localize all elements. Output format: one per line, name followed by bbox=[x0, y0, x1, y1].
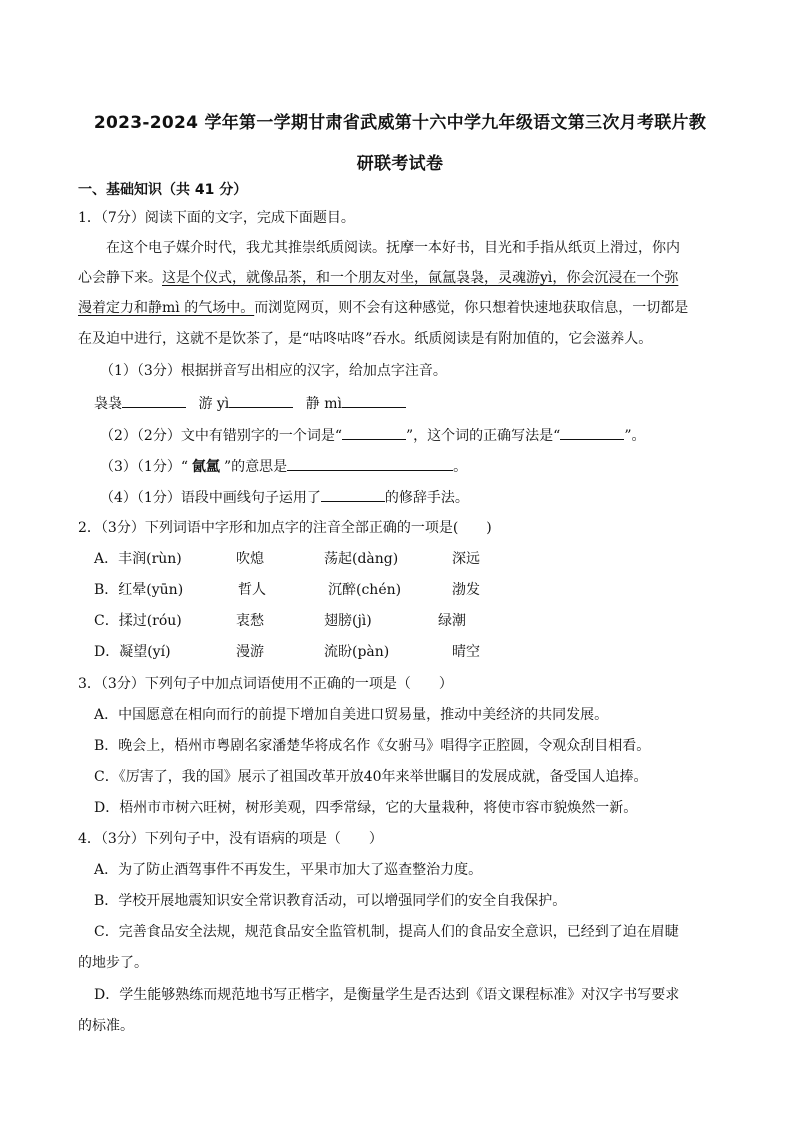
q4-option-a: A．为了防止酒驾事件不再发生，平果市加大了巡查整治力度。 bbox=[94, 862, 483, 878]
q4-option-c-line2: 的地步了。 bbox=[78, 955, 148, 971]
q1-sub4 bbox=[100, 487, 469, 508]
q2-option-c-word3: 翅膀(jì) bbox=[324, 613, 372, 629]
q4-option-d-line2: 的标准。 bbox=[78, 1018, 134, 1034]
q2-option-a-word2: 吹熄 bbox=[236, 551, 264, 567]
q1-sub1-item-1: 袅袅 bbox=[94, 396, 122, 412]
q1-sub1-item-2: 游 yì bbox=[198, 396, 230, 412]
q1-passage-text: 心会静下来。 bbox=[78, 270, 162, 286]
q3-option-d: D．梧州市市树六旺树，树形美观，四季常绿，它的大量栽种，将使市容市貌焕然一新。 bbox=[94, 800, 638, 816]
q1-sub4-text: 的修辞手法。 bbox=[384, 490, 469, 506]
q1-sub2-text: ”，这个词的正确写法是“ bbox=[405, 428, 561, 444]
q2-option-a: A．丰润(rùn) bbox=[94, 551, 182, 567]
q3-option-a: A．中国愿意在相向而行的前提下增加自美进口贸易量，推动中美经济的共同发展。 bbox=[94, 707, 609, 723]
q1-passage-line2 bbox=[78, 268, 678, 288]
q4-option-b: B．学校开展地震知识安全常识教育活动，可以增强同学们的安全自我保护。 bbox=[94, 893, 567, 909]
q1-passage-line3 bbox=[78, 298, 688, 318]
q2-option-c-word2: 衷愁 bbox=[236, 613, 264, 629]
q1-sub3-text: （3）（1分）“ bbox=[100, 459, 188, 475]
q4-option-c-line1: C．完善食品安全法规，规范食品安全监管机制，提高人们的食品安全意识，已经到了迫在眉睫 bbox=[94, 924, 679, 940]
answer-blank[interactable] bbox=[342, 425, 406, 440]
q3-option-c: C．《厉害了，我的国》展示了祖国改革开放40年来举世瞩目的发展成就，备受国人追捧。 bbox=[94, 769, 648, 785]
exam-title-line2: 研联考试卷 bbox=[356, 154, 444, 174]
q2-option-d: D．凝望(yí) bbox=[94, 644, 171, 660]
q2-option-d-word4: 晴空 bbox=[452, 644, 480, 660]
q1-underlined-sentence: 这是个仪式，就像品茶，和一个朋友对坐，氤氲袅袅，灵魂游yì，你会沉浸在一个弥 bbox=[162, 270, 679, 286]
q1-stem: 1．（7分）阅读下面的文字，完成下面题目。 bbox=[78, 210, 355, 226]
q1-sub2 bbox=[100, 425, 645, 446]
q2-option-c-word4: 绿潮 bbox=[438, 613, 466, 629]
q2-option-c: C．揉过(róu) bbox=[94, 613, 182, 629]
q1-passage-line1: 在这个电子媒介时代，我尤其推崇纸质阅读。抚摩一本好书，目光和手指从纸页上滑过，你内 bbox=[106, 240, 680, 256]
answer-blank[interactable] bbox=[122, 393, 186, 408]
q1-sub1: （1）（3分）根据拼音写出相应的汉字，给加点字注音。 bbox=[100, 363, 447, 379]
exam-title-line1: 2023-2024 学年第一学期甘肃省武威第十六中学九年级语文第三次月考联片教 bbox=[93, 113, 707, 133]
q2-option-b-word2: 哲人 bbox=[238, 582, 266, 598]
q1-sub4-text: （4）（1分）语段中画线句子运用了 bbox=[100, 490, 321, 506]
q4-option-d-line1: D．学生能够熟练而规范地书写正楷字，是衡量学生是否达到《语文课程标准》对汉字书写要求 bbox=[94, 987, 680, 1003]
answer-blank[interactable] bbox=[342, 393, 406, 408]
q2-option-a-word3: 荡起(dàng) bbox=[324, 551, 399, 567]
q1-sub3-text: 。 bbox=[453, 459, 468, 475]
answer-blank[interactable] bbox=[321, 487, 385, 502]
answer-blank[interactable] bbox=[229, 393, 293, 408]
q2-option-b-word4: 渤发 bbox=[452, 582, 480, 598]
q4-stem: 4．（3分）下列句子中，没有语病的项是（ ） bbox=[78, 831, 383, 847]
q1-sub1-answers bbox=[94, 393, 406, 414]
q1-sub1-item-3: 静 mì bbox=[305, 396, 342, 412]
q3-option-b: B．晚会上，梧州市粤剧名家潘楚华将成名作《女驸马》唱得字正腔圆，令观众刮目相看。 bbox=[94, 738, 651, 754]
q1-sub3-text: ”的意思是 bbox=[223, 459, 288, 475]
answer-blank[interactable] bbox=[287, 456, 453, 471]
q1-sub2-text: （2）（2分）文中有错别字的一个词是“ bbox=[100, 428, 342, 444]
q1-sub3 bbox=[100, 456, 467, 477]
section-heading: 一、基础知识（共 41 分） bbox=[78, 182, 248, 198]
q2-option-b: B．红晕(yūn) bbox=[94, 582, 184, 598]
answer-blank[interactable] bbox=[560, 425, 624, 440]
q3-stem: 3．（3分）下列句子中加点词语使用不正确的一项是（ ） bbox=[78, 676, 453, 692]
q1-passage-text: 而浏览网页，则不会有这种感觉，你只想着快速地获取信息，一切都是 bbox=[254, 300, 689, 316]
q2-option-b-word3: 沉醉(chén) bbox=[328, 582, 402, 598]
q2-option-d-word3: 流盼(pàn) bbox=[324, 644, 390, 660]
q2-stem: 2．（3分）下列词语中字形和加点字的注音全部正确的一项是( ) bbox=[78, 520, 492, 536]
q1-sub3-word: 氤氲 bbox=[191, 459, 220, 475]
q1-underlined-sentence-end: 漫着定力和静mì 的气场中。 bbox=[78, 300, 255, 316]
q2-option-a-word4: 深远 bbox=[452, 551, 480, 567]
q2-option-d-word2: 漫游 bbox=[236, 644, 264, 660]
q1-passage-line4: 在及迫中进行，这就不是饮茶了，是“咕咚咕咚”吞水。纸质阅读是有附加值的，它会滋养人。 bbox=[78, 331, 653, 347]
q1-sub2-text: ”。 bbox=[624, 428, 646, 444]
